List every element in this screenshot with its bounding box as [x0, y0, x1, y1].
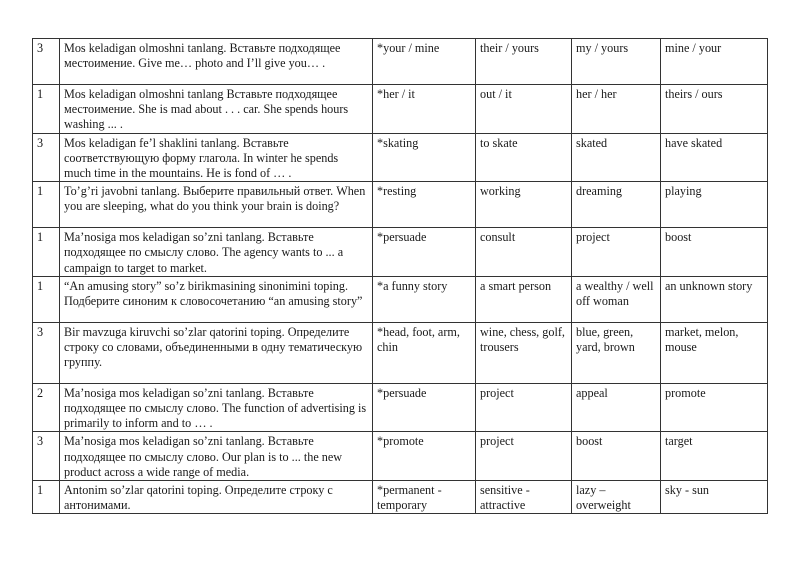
question-text: Ma’nosiga mos keladigan so’zni tanlang. Вставьте подходящее по смыслу слово. Our plan is to ... the new product across a wide range of media.: [60, 432, 373, 481]
answer-option: sensitive - attractive: [476, 481, 572, 514]
answer-option: project: [476, 383, 572, 432]
question-text: Ma’nosiga mos keladigan so’zni tanlang. Вставьте подходящее по смыслу слово. The agency wants to ... a campaign to target to market.: [60, 228, 373, 277]
answer-option: their / yours: [476, 39, 572, 85]
difficulty-level: 3: [33, 39, 60, 85]
difficulty-level: 1: [33, 182, 60, 228]
difficulty-level: 1: [33, 276, 60, 322]
answer-option: working: [476, 182, 572, 228]
answer-option: wine, chess, golf, trousers: [476, 322, 572, 383]
answer-option: boost: [572, 432, 661, 481]
difficulty-level: 3: [33, 322, 60, 383]
answer-option: skated: [572, 133, 661, 182]
quiz-table: [32, 38, 768, 514]
question-text: Mos keladigan olmoshni tanlang. Вставьте подходящее местоимение. Give me… photo and I’ll give you… .: [60, 39, 373, 85]
difficulty-level: 3: [33, 133, 60, 182]
answer-option: a wealthy / well off woman: [572, 276, 661, 322]
table-row: [33, 85, 768, 134]
table-row: [33, 182, 768, 228]
question-text: Bir mavzuga kiruvchi so’zlar qatorini toping. Определите строку со словами, объединенными в одну тематическую группу.: [60, 322, 373, 383]
table-row: [33, 276, 768, 322]
difficulty-level: 1: [33, 228, 60, 277]
answer-option: appeal: [572, 383, 661, 432]
table-row: [33, 133, 768, 182]
answer-option: my / yours: [572, 39, 661, 85]
answer-option: lazy – overweight: [572, 481, 661, 514]
table-row: [33, 432, 768, 481]
answer-option: blue, green, yard, brown: [572, 322, 661, 383]
answer-option: playing: [661, 182, 768, 228]
answer-option: an unknown story: [661, 276, 768, 322]
difficulty-level: 3: [33, 432, 60, 481]
correct-answer: *persuade: [373, 383, 476, 432]
correct-answer: *promote: [373, 432, 476, 481]
correct-answer: *head, foot, arm, chin: [373, 322, 476, 383]
difficulty-level: 1: [33, 85, 60, 134]
answer-option: dreaming: [572, 182, 661, 228]
answer-option: boost: [661, 228, 768, 277]
answer-option: a smart person: [476, 276, 572, 322]
answer-option: project: [572, 228, 661, 277]
answer-option: consult: [476, 228, 572, 277]
answer-option: have skated: [661, 133, 768, 182]
answer-option: theirs / ours: [661, 85, 768, 134]
correct-answer: *her / it: [373, 85, 476, 134]
answer-option: mine / your: [661, 39, 768, 85]
difficulty-level: 2: [33, 383, 60, 432]
table-row: [33, 481, 768, 514]
question-text: To’g’ri javobni tanlang. Выберите правильный ответ. When you are sleeping, what do you think your brain is doing?: [60, 182, 373, 228]
correct-answer: *persuade: [373, 228, 476, 277]
answer-option: promote: [661, 383, 768, 432]
answer-option: her / her: [572, 85, 661, 134]
answer-option: sky - sun: [661, 481, 768, 514]
question-text: Ma’nosiga mos keladigan so’zni tanlang. Вставьте подходящее по смыслу слово. The function of advertising is primarily to inform and to … .: [60, 383, 373, 432]
table-row: [33, 383, 768, 432]
answer-option: target: [661, 432, 768, 481]
correct-answer: *skating: [373, 133, 476, 182]
answer-option: out / it: [476, 85, 572, 134]
question-text: Mos keladigan olmoshni tanlang Вставьте подходящее местоимение. She is mad about . . . car. She spends hours washing ... .: [60, 85, 373, 134]
answer-option: market, melon, mouse: [661, 322, 768, 383]
correct-answer: *your / mine: [373, 39, 476, 85]
question-text: “An amusing story” so’z birikmasining sinonimini toping. Подберите синоним к словосочетанию “an amusing story”: [60, 276, 373, 322]
table-row: [33, 322, 768, 383]
difficulty-level: 1: [33, 481, 60, 514]
answer-option: project: [476, 432, 572, 481]
question-text: Antonim so’zlar qatorini toping. Определите строку с антонимами.: [60, 481, 373, 514]
answer-option: to skate: [476, 133, 572, 182]
correct-answer: *resting: [373, 182, 476, 228]
question-text: Mos keladigan fe’l shaklini tanlang. Вставьте соответствующую форму глагола. In winter he spends much time in the mountains. He is fond of … .: [60, 133, 373, 182]
correct-answer: *a funny story: [373, 276, 476, 322]
table-row: [33, 39, 768, 85]
table-row: [33, 228, 768, 277]
correct-answer: *permanent - temporary: [373, 481, 476, 514]
